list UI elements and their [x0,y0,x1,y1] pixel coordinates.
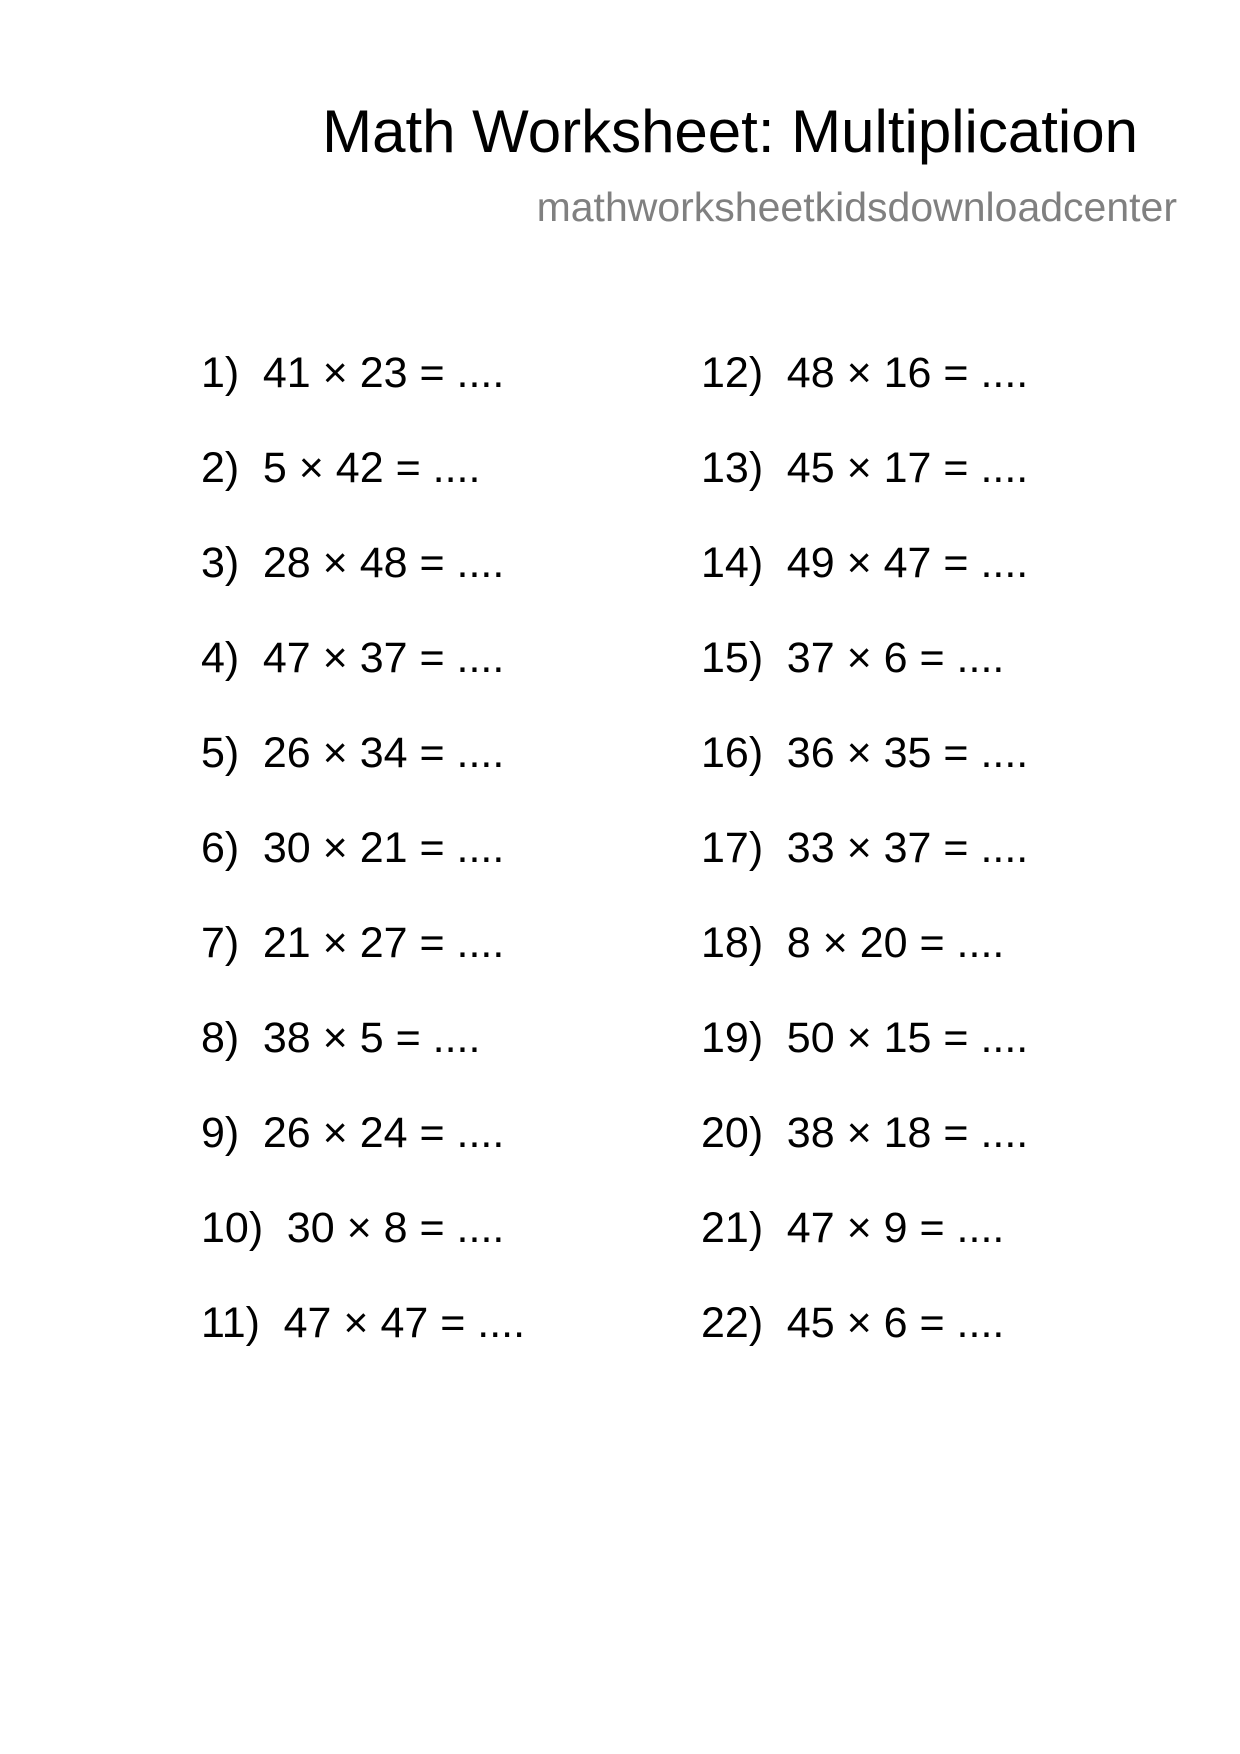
problem-number: 7) [201,919,240,967]
problem-expression: 36 × 35 = .... [786,729,1029,777]
problem-item [201,444,525,542]
problem-expression: 26 × 34 = .... [262,729,505,777]
problem-item [701,1299,1028,1397]
problem-number: 5) [201,729,240,777]
problem-item [701,729,1029,827]
problem-number: 10) [201,1204,264,1252]
problem-number: 15) [701,634,764,682]
problem-expression: 30 × 8 = .... [286,1204,505,1252]
problem-item [201,1299,526,1397]
problem-expression: 47 × 37 = .... [262,634,505,682]
problem-number: 6) [201,824,240,872]
page-subtitle: mathworksheetkidsdownloadcenter [536,184,1177,230]
problem-column-left [201,349,526,1397]
problem-item [201,1109,525,1207]
problem-number: 20) [701,1109,764,1157]
problem-column-right [701,349,1029,1397]
problem-number: 12) [701,349,764,397]
problem-item [201,1014,525,1112]
problem-item [701,919,1028,1017]
problem-number: 11) [201,1299,260,1347]
problem-item [701,1014,1029,1112]
problem-number: 22) [701,1299,764,1347]
problem-expression: 48 × 16 = .... [786,349,1029,397]
problem-item [701,539,1029,637]
problem-expression: 33 × 37 = .... [786,824,1029,872]
problem-item [201,634,525,732]
problem-item [701,1204,1028,1302]
problem-number: 21) [701,1204,764,1252]
problem-item [701,1109,1029,1207]
problem-number: 16) [701,729,764,777]
problem-number: 14) [701,539,764,587]
problem-expression: 41 × 23 = .... [262,349,505,397]
problem-item [201,919,525,1017]
problem-item [201,539,525,637]
problem-expression: 49 × 47 = .... [786,539,1029,587]
problem-number: 3) [201,539,240,587]
problem-number: 17) [701,824,764,872]
problem-item [201,729,525,827]
problem-number: 13) [701,444,764,492]
problem-expression: 37 × 6 = .... [786,634,1005,682]
problem-number: 1) [201,349,240,397]
problem-expression: 50 × 15 = .... [786,1014,1029,1062]
problem-expression: 28 × 48 = .... [262,539,505,587]
problem-expression: 38 × 5 = .... [262,1014,481,1062]
problem-number: 8) [201,1014,240,1062]
problem-expression: 47 × 9 = .... [786,1204,1005,1252]
problem-expression: 45 × 17 = .... [786,444,1029,492]
problem-number: 18) [701,919,764,967]
problem-item [201,349,525,447]
problem-item [701,634,1028,732]
problem-item [701,824,1029,922]
problem-expression: 8 × 20 = .... [786,919,1005,967]
problem-expression: 45 × 6 = .... [786,1299,1005,1347]
problem-item [201,1204,525,1302]
problem-number: 9) [201,1109,240,1157]
problem-expression: 21 × 27 = .... [262,919,505,967]
problem-item [201,824,525,922]
problem-expression: 30 × 21 = .... [262,824,505,872]
problem-item [701,349,1029,447]
problem-expression: 26 × 24 = .... [262,1109,505,1157]
page-title: Math Worksheet: Multiplication [322,98,1138,165]
problem-expression: 5 × 42 = .... [262,444,481,492]
problem-expression: 38 × 18 = .... [786,1109,1029,1157]
problem-number: 4) [201,634,240,682]
problem-item [701,444,1029,542]
problem-expression: 47 × 47 = .... [283,1299,526,1347]
problem-number: 19) [701,1014,764,1062]
problem-number: 2) [201,444,240,492]
